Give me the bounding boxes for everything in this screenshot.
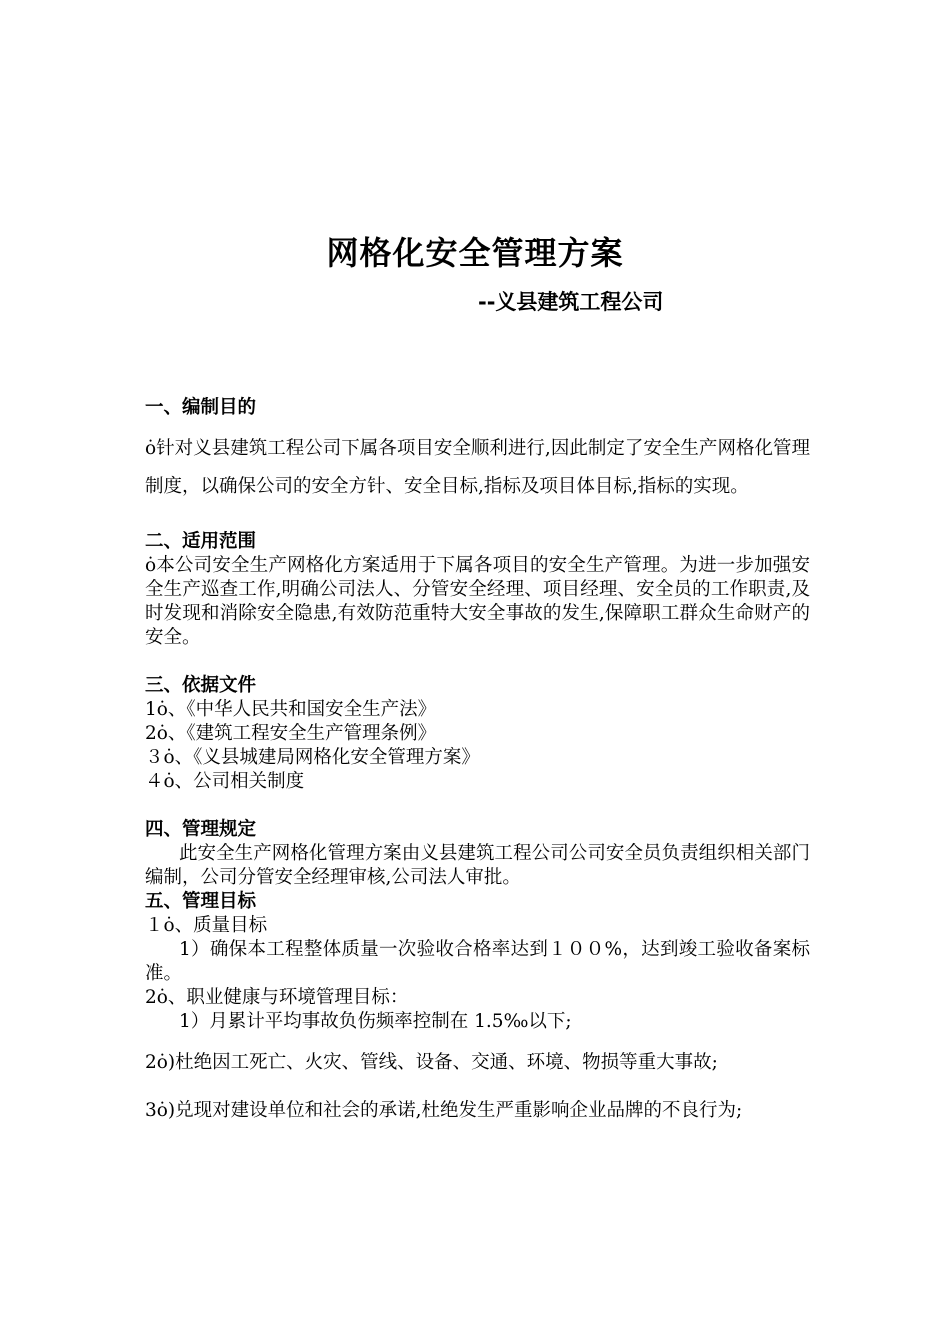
section-body-scope: ȯ本公司安全生产网格化方案适用于下属各项目的安全生产管理。为进一步加强安全生产巡查工作,明确公司法人、分管安全经理、项目经理、安全员的工作职责,及时发现和消除安全隐患,有效防范重特大安全事故的发生,保障职工群众生命财产的安全。	[145, 555, 810, 648]
section-heading-regulations: 四、管理规定	[145, 819, 257, 840]
reference-item: 2ȯ、《建筑工程安全生产管理条例》	[145, 723, 437, 744]
section-heading-scope: 二、适用范围	[145, 531, 257, 552]
goal-health-label: 2ȯ、职业健康与环境管理目标：	[145, 987, 409, 1008]
document-body	[145, 396, 810, 1130]
goal-health-item: 1）月累计平均事故负伤频率控制在 1.5‰以下;	[179, 1011, 572, 1032]
goal-quality-label: １ȯ、质量目标	[145, 915, 268, 936]
document-subtitle: --义县建筑工程公司	[478, 290, 664, 314]
document-title: 网格化安全管理方案	[326, 234, 624, 272]
goal-health-item: 2ȯ)杜绝因工死亡、火灾、管线、设备、交通、环境、物损等重大事故;	[145, 1052, 718, 1073]
section-body-regulations: 此安全生产网格化管理方案由义县建筑工程公司公司安全员负责组织相关部门编制，公司分管安全经理审核,公司法人审批。	[145, 843, 810, 888]
section-heading-references: 三、依据文件	[145, 675, 257, 696]
section-heading-goals: 五、管理目标	[145, 891, 257, 912]
goal-quality-body: 1）确保本工程整体质量一次验收合格率达到１００%，达到竣工验收备案标准。	[145, 939, 810, 984]
goal-health-item: 3ȯ)兑现对建设单位和社会的承诺,杜绝发生严重影响企业品牌的不良行为;	[145, 1100, 743, 1121]
reference-item: ３ȯ、《义县城建局网格化安全管理方案》	[145, 747, 480, 768]
section-heading-purpose: 一、编制目的	[145, 397, 257, 418]
reference-item: ４ȯ、公司相关制度	[145, 771, 305, 792]
reference-item: 1ȯ、《中华人民共和国安全生产法》	[145, 699, 437, 720]
section-body-purpose: ȯ针对义县建筑工程公司下属各项目安全顺利进行,因此制定了安全生产网格化管理制度，以确保公司的安全方针、安全目标,指标及项目体目标,指标的实现。	[145, 438, 810, 497]
